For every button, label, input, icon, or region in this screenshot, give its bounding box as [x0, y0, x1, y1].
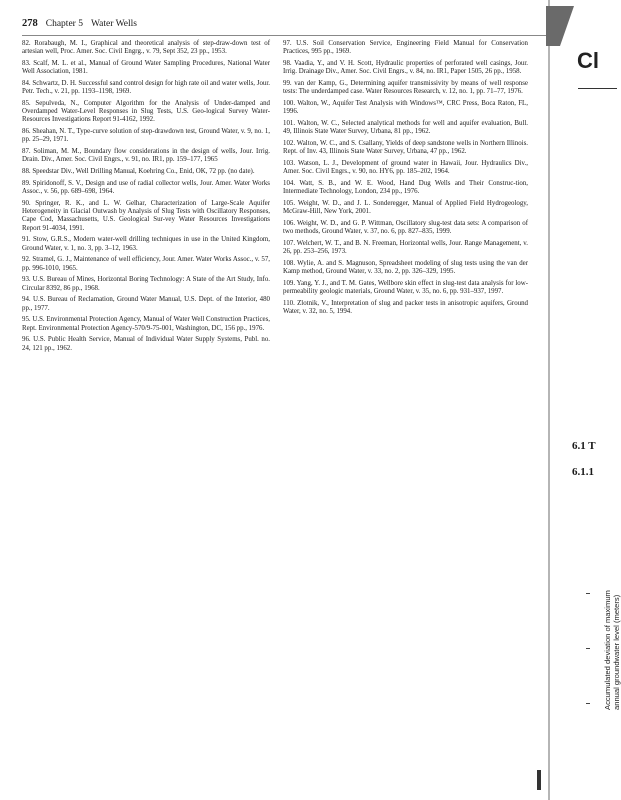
next-page-section-heading: 6.1 T	[572, 440, 596, 452]
binding-mark	[537, 770, 541, 790]
references-left-column	[22, 40, 270, 356]
next-page-rule	[578, 88, 617, 89]
reference-item: 99. van der Kamp, G., Determining aquifer transmissivity by means of well response tests: The underdamped case. Water Resources Research, v. 12, no. 1, pp. 71–77, 1976.	[283, 80, 528, 96]
reference-item: 100. Walton, W., Aquifer Test Analysis with Windows™, CRC Press, Boca Raton, FL, 1996.	[283, 100, 528, 116]
reference-item: 101. Walton, W. C., Selected analytical methods for well and aquifer evaluation, Bull. 49, Illinois State Water Survey, Urbana, 81 pp., 1962.	[283, 120, 528, 136]
page-corner-shadow	[546, 6, 574, 46]
reference-item: 83. Scalf, M. L. et al., Manual of Ground Water Sampling Procedures, National Water Well Association, 1981.	[22, 60, 270, 76]
next-page-axis-label	[603, 540, 621, 710]
reference-item: 107. Welchert, W. T., and B. N. Freeman, Horizontal wells, Jour. Range Management, v. 26, pp. 253–256, 1973.	[283, 240, 528, 256]
running-header	[22, 18, 137, 29]
reference-item: 103. Watson, L. J., Development of ground water in Hawaii, Jour. Hydraulics Div., Amer. Soc. Civil Engrs., v. 90, no. HY6, pp. 185–202, 1964.	[283, 160, 528, 176]
reference-item: 97. U.S. Soil Conservation Service, Engineering Field Manual for Conservation Practices, 995 pp., 1969.	[283, 40, 528, 56]
reference-item: 91. Stow, G.R.S., Modern water-well drilling techniques in use in the United Kingdom, Ground Water, v. 1, no. 3, pp. 3–12, 1963.	[22, 236, 270, 252]
reference-item: 95. U.S. Environmental Protection Agency, Manual of Water Well Construction Practices, Rept. Environmental Protection Agency-570/9-75-001, Washington, DC, 156 pp., 1976.	[22, 316, 270, 332]
reference-item: 89. Spiridonoff, S. V., Design and use of radial collector wells, Jour. Amer. Water Works Assoc., v. 56, pp. 689–698, 1964.	[22, 180, 270, 196]
axis-tick	[586, 648, 590, 649]
reference-item: 106. Weight, W. D., and G. P. Wittman, Oscillatory slug-test data sets: A comparison of two methods, Ground Water, v. 37, no. 6, pp. 827–835, 1999.	[283, 220, 528, 236]
reference-item: 94. U.S. Bureau of Reclamation, Ground Water Manual, U.S. Dept. of the Interior, 480 pp., 1977.	[22, 296, 270, 312]
page-spine-shadow	[548, 0, 550, 800]
reference-item: 85. Sepulveda, N., Computer Algorithm for the Analysis of Under-damped and Overdamped Water-Level Responses in Slug Tests, U.S. Geo-logical Survey Water-Resources Investigations Report 91-4162, 1992.	[22, 100, 270, 124]
reference-item: 102. Walton, W. C., and S. Csallany, Yields of deep sandstone wells in Northern Illinois. Rept. of Inv. 43, Illinois State Water Survey, Urbana, 47 pp., 1962.	[283, 140, 528, 156]
reference-item: 84. Schwartz, D. H. Successful sand control design for high rate oil and water wells, Jour. Petr. Tech., v. 21, pp. 1193–1198, 1969.	[22, 80, 270, 96]
reference-item: 109. Yang, Y. J., and T. M. Gates, Wellbore skin effect in slug-test data analysis for low-permeability geologic materials, Ground Water, v. 35, no. 6, pp. 931–937, 1997.	[283, 280, 528, 296]
reference-item: 104. Watt, S. B., and W. E. Wood, Hand Dug Wells and Their Construc-tion, Intermediate Technology, London, 234 pp., 1976.	[283, 180, 528, 196]
reference-item: 96. U.S. Public Health Service, Manual of Individual Water Supply Systems, Publ. no. 24, 121 pp., 1962.	[22, 336, 270, 352]
reference-item: 92. Stramel, G. J., Maintenance of well efficiency, Jour. Amer. Water Works Assoc., v. 57, pp. 996-1010, 1965.	[22, 256, 270, 272]
references-right-column	[283, 40, 528, 320]
axis-label-line: Accumulated deviation of maximum	[603, 590, 612, 710]
axis-label-line: annual groundwater level (meters)	[612, 594, 621, 710]
header-rule	[22, 35, 550, 36]
next-page-chapter-fragment: Cl	[577, 48, 599, 73]
reference-item: 105. Weight, W. D., and J. L. Sonderegger, Manual of Applied Field Hydrogeology, McGraw-Hill, New York, 2001.	[283, 200, 528, 216]
axis-tick	[586, 703, 590, 704]
chapter-title: Water Wells	[90, 19, 137, 29]
reference-item: 86. Sheahan, N. T., Type-curve solution of step-drawdown test, Ground Water, v. 9, no. 1, pp. 25–29, 1971.	[22, 128, 270, 144]
axis-tick	[586, 593, 590, 594]
reference-item: 93. U.S. Bureau of Mines, Horizontal Boring Technology: A State of the Art Study, Info. Circular 8392, 86 pp., 1968.	[22, 276, 270, 292]
reference-item: 82. Rorabaugh, M. I., Graphical and theoretical analysis of step-draw-down test of artesian well, Proc. Amer. Soc. Civil Engrg., v. 79, Sept 352, 23 pp., 1953.	[22, 40, 270, 56]
chapter-label: Chapter 5	[45, 19, 83, 29]
next-page-subsection-heading: 6.1.1	[572, 466, 594, 478]
page-number: 278	[22, 18, 38, 29]
reference-item: 90. Springer, R. K., and L. W. Gelhar, Characterization of Large-Scale Aquifer Heterogeneity in Glacial Outwash by Analysis of Slug Tests with Oscillatory Responses, Cape Cod, Massachusetts, U.S. Geological Sur-vey Water Resources Investigations Report 91-4034, 1991.	[22, 200, 270, 232]
reference-item: 88. Speedstar Div., Well Drilling Manual, Koehring Co., Enid, OK, 72 pp. (no date).	[22, 168, 255, 176]
reference-item: 98. Vaadia, Y., and V. H. Scott, Hydraulic properties of perforated well casings, Jour. Irrig. Drainage Div., Amer. Soc. Civil Engrs., v. 84, no. IR1, Paper 1505, 26 pp., 1958.	[283, 60, 528, 76]
reference-item: 87. Soliman, M. M., Boundary flow considerations in the design of wells, Jour. Irrig. Drain. Div., Amer. Soc. Civil Engrs., v. 91, no. IR1, pp. 159–177, 1965	[22, 148, 270, 164]
reference-item: 108. Wylie, A. and S. Magnuson, Spreadsheet modeling of slug tests using the van der Kamp method, Ground Water, v. 33, no. 2, pp. 326–329, 1995.	[283, 260, 528, 276]
reference-item: 110. Zlotnik, V., Interpretation of slug and packer tests in anisotropic aquifers, Ground Water, v. 32, no. 5, 1994.	[283, 300, 528, 316]
